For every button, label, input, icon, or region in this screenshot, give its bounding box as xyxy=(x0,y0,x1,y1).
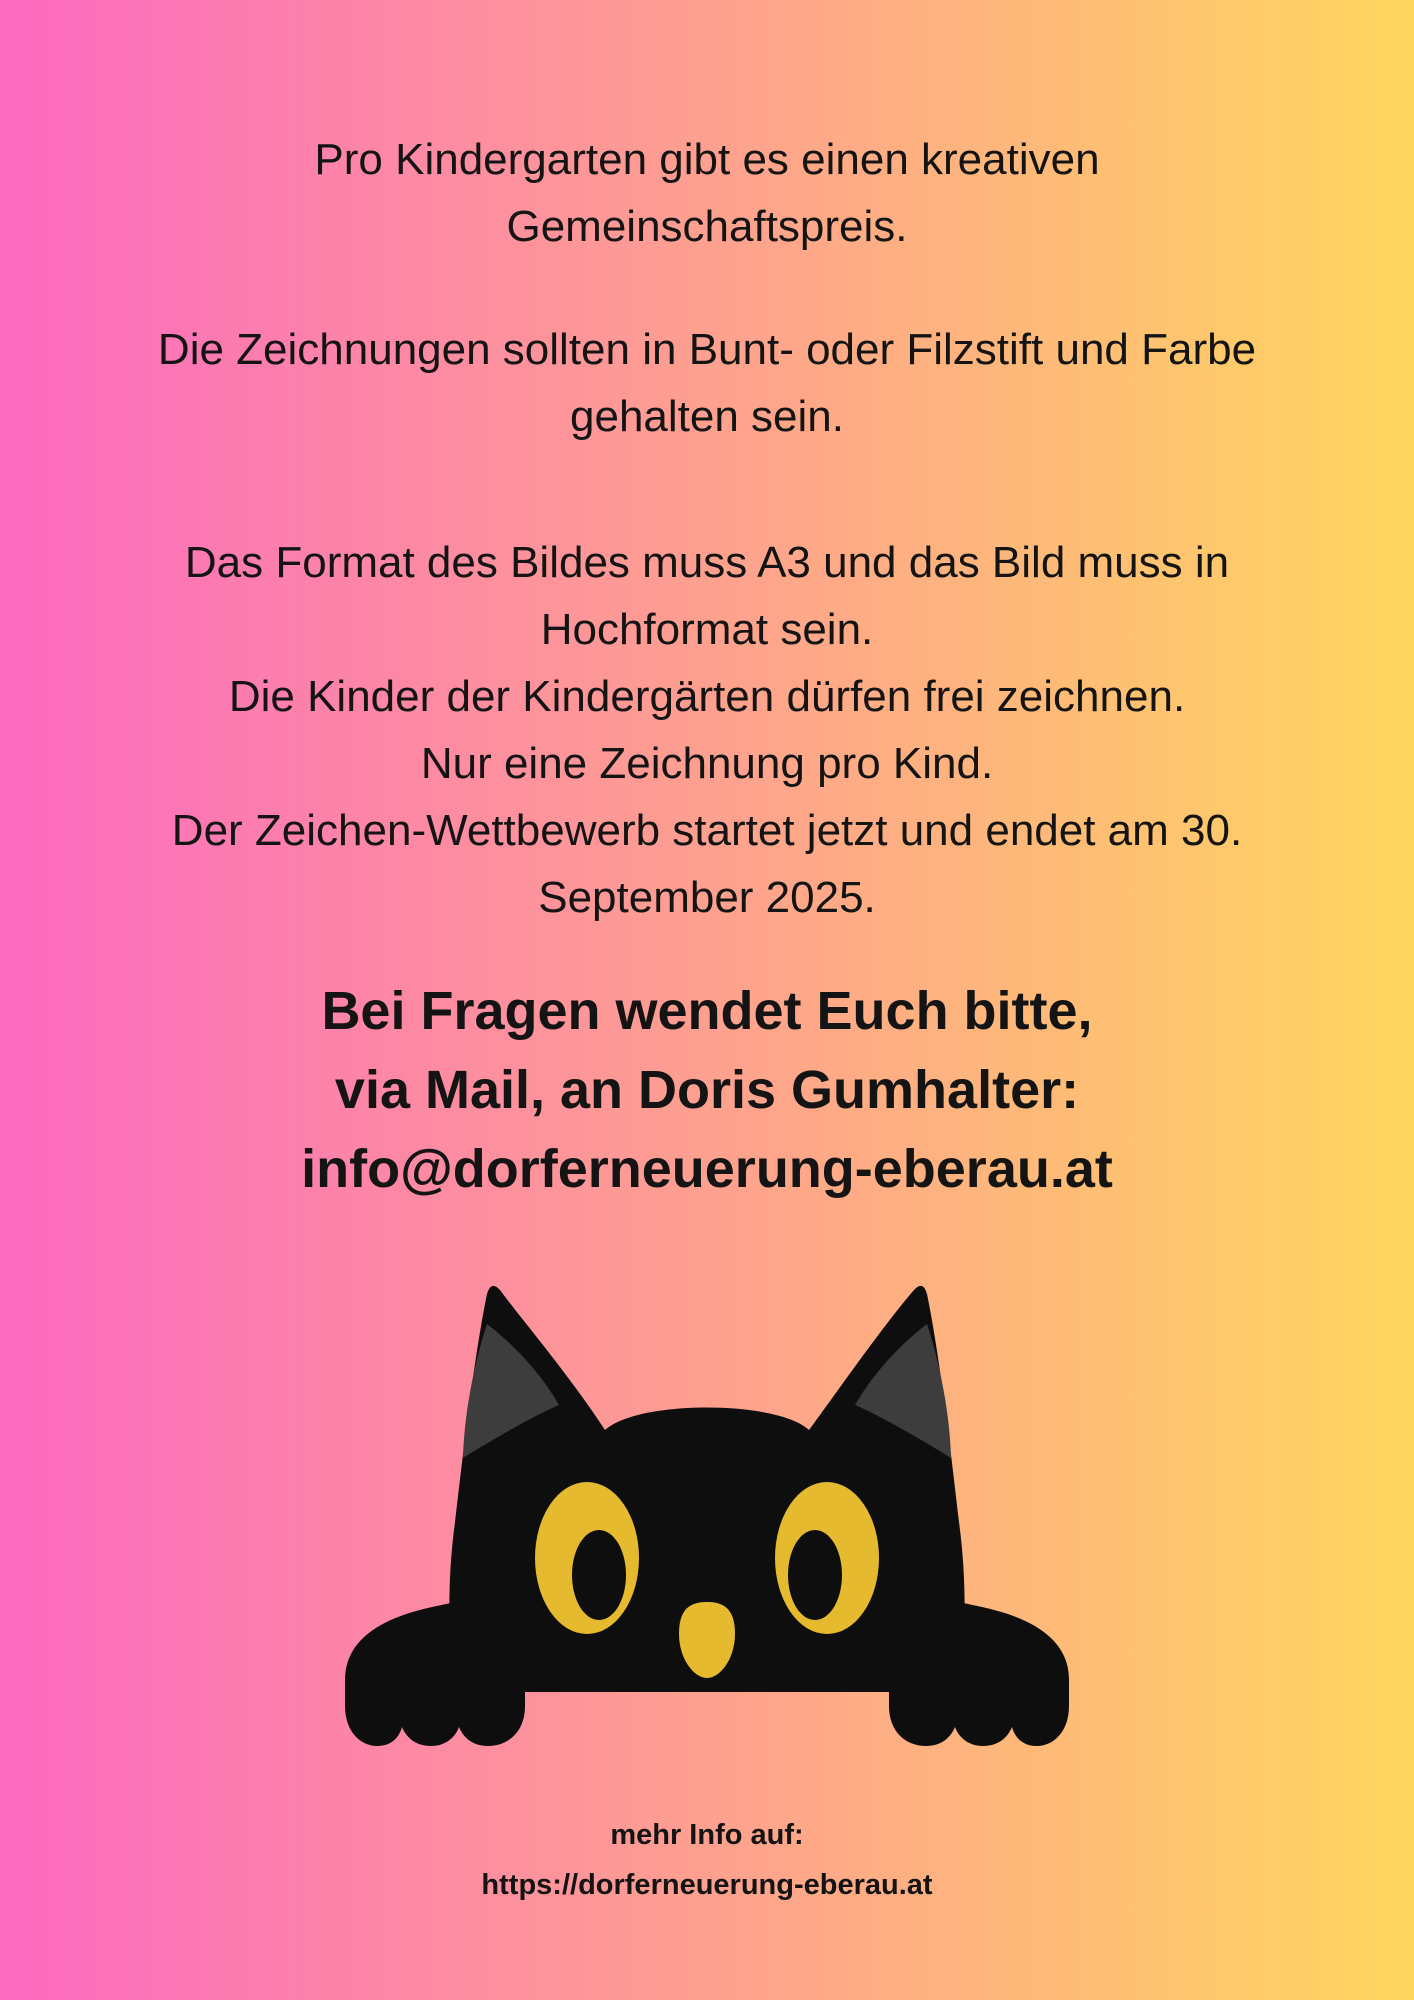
cat-pupil-left xyxy=(572,1530,626,1620)
intro-paragraph xyxy=(0,126,1414,260)
flyer-text-line: Nur eine Zeichnung pro Kind. xyxy=(420,739,994,788)
footer xyxy=(0,1810,1414,1910)
contact-paragraph xyxy=(0,972,1414,1209)
contact-line: Bei Fragen wendet Euch bitte, xyxy=(321,981,1093,1041)
flyer-text-line: gehalten sein. xyxy=(570,392,844,441)
flyer-text-line: Pro Kindergarten gibt es einen kreativen xyxy=(314,135,1100,184)
flyer-text-line: Hochformat sein. xyxy=(540,605,874,654)
cat-paw-right xyxy=(889,1587,1069,1746)
flyer-text-line: September 2025. xyxy=(538,873,876,922)
black-cat-peeking-icon xyxy=(337,1282,1077,1752)
flyer-text-line: Die Zeichnungen sollten in Bunt- oder Filzstift und Farbe xyxy=(157,325,1257,374)
flyer-text-line: Gemeinschaftspreis. xyxy=(506,202,908,251)
flyer-text-line: Das Format des Bildes muss A3 und das Bild muss in xyxy=(184,538,1230,587)
cat-pupil-right xyxy=(788,1530,842,1620)
cat-paw-left xyxy=(345,1587,525,1746)
footer-info-label: mehr Info auf: xyxy=(610,1819,804,1851)
footer-url: https://dorferneuerung-eberau.at xyxy=(481,1869,933,1901)
materials-paragraph xyxy=(0,316,1414,450)
contact-line: via Mail, an Doris Gumhalter: xyxy=(334,1060,1080,1120)
rules-paragraph xyxy=(0,529,1414,931)
flyer-text-line: Der Zeichen-Wettbewerb startet jetzt und endet am 30. xyxy=(171,806,1243,855)
flyer-text-line: Die Kinder der Kindergärten dürfen frei zeichnen. xyxy=(228,672,1186,721)
contact-email: info@dorferneuerung-eberau.at xyxy=(301,1139,1113,1199)
